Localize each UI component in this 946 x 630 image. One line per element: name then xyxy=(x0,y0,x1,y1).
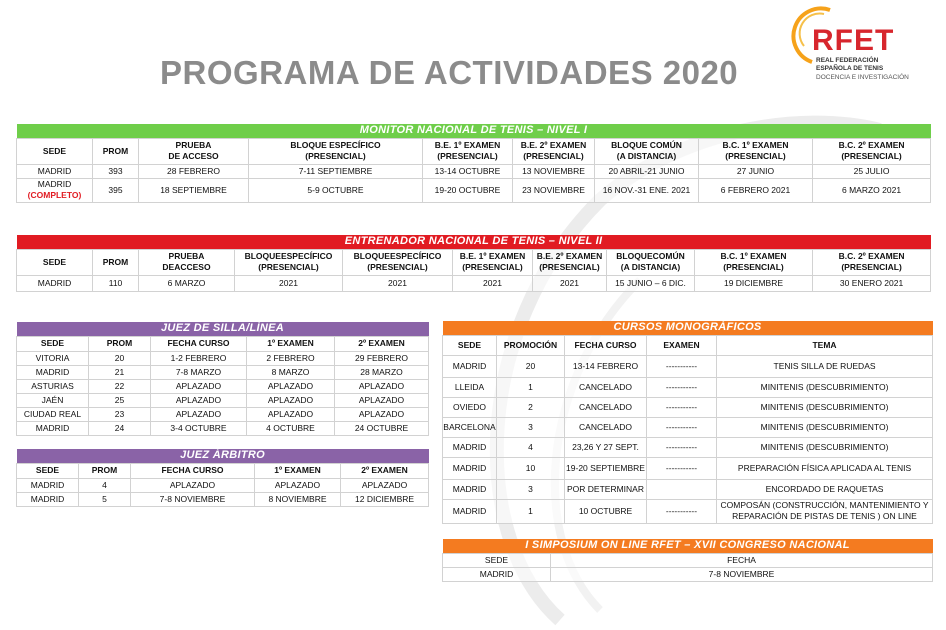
table-cell: JAÉN xyxy=(17,393,89,407)
table-cell: 27 JUNIO xyxy=(699,164,813,178)
table-cell: MADRID xyxy=(443,355,497,377)
juez-silla-header-cell: SEDE xyxy=(17,336,89,351)
table-cell: 7-8 NOVIEMBRE xyxy=(131,492,255,506)
table-cell: APLAZADO xyxy=(151,379,247,393)
table-cell: 20 xyxy=(89,351,151,365)
table-cell: MADRID xyxy=(443,479,497,499)
table-cell: MADRID xyxy=(17,492,79,506)
table-cell: MINITENIS (DESCUBRIMIENTO) xyxy=(717,437,933,457)
cursos-header-cell: PROMOCIÓN xyxy=(497,335,565,355)
table-cell: APLAZADO xyxy=(335,393,429,407)
entrenador-table xyxy=(16,235,931,292)
entrenador-header-cell: B.C. 1º EXAMEN (PRESENCIAL) xyxy=(695,249,813,275)
table-row xyxy=(17,379,429,393)
juez-arbitro-table xyxy=(16,449,429,507)
table-cell: 28 MARZO xyxy=(335,365,429,379)
monitor-header-cell: B.E. 1º EXAMEN (PRESENCIAL) xyxy=(423,138,513,164)
table-cell: 395 xyxy=(93,178,139,202)
monitor-header-cell: BLOQUE ESPECÍFICO (PRESENCIAL) xyxy=(249,138,423,164)
table-cell: 28 FEBRERO xyxy=(139,164,249,178)
cursos-header-cell: SEDE xyxy=(443,335,497,355)
table-cell: LLEIDA xyxy=(443,377,497,397)
table-cell: 5-9 OCTUBRE xyxy=(249,178,423,202)
monitor-heading: MONITOR NACIONAL DE TENIS – NIVEL I xyxy=(17,124,931,138)
table-cell: 23 NOVIEMBRE xyxy=(513,178,595,202)
simposium-heading: I SIMPOSIUM ON LINE RFET – XVII CONGRESO NACIONAL xyxy=(443,539,933,553)
table-cell: APLAZADO xyxy=(131,478,255,492)
simposium-header-cell: SEDE xyxy=(443,553,551,567)
table-cell: VITORIA xyxy=(17,351,89,365)
table-cell: 16 NOV.-31 ENE. 2021 xyxy=(595,178,699,202)
table-cell: 19-20 OCTUBRE xyxy=(423,178,513,202)
table-cell: APLAZADO xyxy=(247,379,335,393)
page-title: PROGRAMA DE ACTIVIDADES 2020 xyxy=(160,54,739,91)
table-row xyxy=(17,351,429,365)
table-cell: 3-4 OCTUBRE xyxy=(151,421,247,435)
table-cell: ----------- xyxy=(647,457,717,479)
entrenador-header-cell: B.E. 1º EXAMEN (PRESENCIAL) xyxy=(453,249,533,275)
table-cell: 20 xyxy=(497,355,565,377)
table-cell: 1 xyxy=(497,499,565,523)
table-cell: ----------- xyxy=(647,377,717,397)
juez-silla-header-cell: FECHA CURSO xyxy=(151,336,247,351)
table-cell: 8 MARZO xyxy=(247,365,335,379)
logo-line-1: REAL FEDERACIÓN xyxy=(816,57,879,64)
table-row xyxy=(443,377,933,397)
table-cell: 21 xyxy=(89,365,151,379)
entrenador-header-cell: SEDE xyxy=(17,249,93,275)
table-cell: ----------- xyxy=(647,499,717,523)
table-row xyxy=(443,499,933,523)
table-cell: 6 MARZO 2021 xyxy=(813,178,931,202)
table-cell: 6 FEBRERO 2021 xyxy=(699,178,813,202)
table-row xyxy=(17,164,931,178)
table-cell: 2021 xyxy=(533,275,607,291)
juez-arbitro-heading: JUEZ ÁRBITRO xyxy=(17,449,429,463)
table-row xyxy=(17,365,429,379)
table-cell: 2021 xyxy=(343,275,453,291)
table-cell: APLAZADO xyxy=(247,407,335,421)
entrenador-header-cell: BLOQUEESPECÍFICO (PRESENCIAL) xyxy=(343,249,453,275)
table-cell: APLAZADO xyxy=(151,407,247,421)
entrenador-header-cell: BLOQUECOMÚN (A DISTANCIA) xyxy=(607,249,695,275)
table-cell: ----------- xyxy=(647,397,717,417)
cursos-heading: CURSOS MONOGRÁFICOS xyxy=(443,321,933,335)
table-cell: MADRID xyxy=(17,421,89,435)
table-row xyxy=(17,178,931,202)
table-cell: MADRID xyxy=(17,275,93,291)
table-cell: 24 xyxy=(89,421,151,435)
table-cell: MADRID xyxy=(17,164,93,178)
table-cell: 1-2 FEBRERO xyxy=(151,351,247,365)
table-cell: ----------- xyxy=(647,417,717,437)
table-cell: APLAZADO xyxy=(247,393,335,407)
table-cell: 2021 xyxy=(453,275,533,291)
table-row xyxy=(443,437,933,457)
table-cell: 10 OCTUBRE xyxy=(565,499,647,523)
table-cell: ENCORDADO DE RAQUETAS xyxy=(717,479,933,499)
entrenador-header-cell: B.C. 2º EXAMEN (PRESENCIAL) xyxy=(813,249,931,275)
table-cell: 23 xyxy=(89,407,151,421)
table-cell: 13-14 FEBRERO xyxy=(565,355,647,377)
table-cell: 25 xyxy=(89,393,151,407)
simposium-table xyxy=(442,539,933,582)
table-row xyxy=(443,355,933,377)
juez-silla-heading: JUEZ DE SILLA/LÍNEA xyxy=(17,322,429,336)
table-cell: 10 xyxy=(497,457,565,479)
table-cell: 8 NOVIEMBRE xyxy=(255,492,341,506)
table-cell: APLAZADO xyxy=(255,478,341,492)
table-cell: 7-8 MARZO xyxy=(151,365,247,379)
table-row xyxy=(443,567,933,581)
table-cell: MADRID (COMPLETO) xyxy=(17,178,93,202)
entrenador-heading: ENTRENADOR NACIONAL DE TENIS – NIVEL II xyxy=(17,235,931,249)
table-row xyxy=(443,397,933,417)
table-cell: TENIS SILLA DE RUEDAS xyxy=(717,355,933,377)
logo-line-2: ESPAÑOLA DE TENIS xyxy=(816,65,884,72)
entrenador-header-cell: B.E. 2º EXAMEN (PRESENCIAL) xyxy=(533,249,607,275)
table-cell: 13 NOVIEMBRE xyxy=(513,164,595,178)
monitor-header-cell: B.C. 1º EXAMEN (PRESENCIAL) xyxy=(699,138,813,164)
juez-silla-header-cell: 1º EXAMEN xyxy=(247,336,335,351)
juez-arbitro-header-cell: SEDE xyxy=(17,463,79,478)
table-cell xyxy=(647,479,717,499)
table-cell: APLAZADO xyxy=(341,478,429,492)
table-cell: CANCELADO xyxy=(565,397,647,417)
table-cell: 20 ABRIL-21 JUNIO xyxy=(595,164,699,178)
juez-arbitro-header-cell: PROM xyxy=(79,463,131,478)
table-cell: 19-20 SEPTIEMBRE xyxy=(565,457,647,479)
table-cell: MINITENIS (DESCUBRIMIENTO) xyxy=(717,417,933,437)
table-cell: 4 OCTUBRE xyxy=(247,421,335,435)
table-cell: 2 FEBRERO xyxy=(247,351,335,365)
table-cell: COMPOSÁN (CONSTRUCCIÓN, MANTENIMIENTO Y REPARACIÓN DE PISTAS DE TENIS ) ON LINE xyxy=(717,499,933,523)
table-cell: ASTURIAS xyxy=(17,379,89,393)
table-cell: 18 SEPTIEMBRE xyxy=(139,178,249,202)
juez-silla-header-cell: 2º EXAMEN xyxy=(335,336,429,351)
table-cell: CANCELADO xyxy=(565,377,647,397)
table-row xyxy=(443,457,933,479)
table-cell: 6 MARZO xyxy=(139,275,235,291)
cursos-header-cell: FECHA CURSO xyxy=(565,335,647,355)
table-cell: 15 JUNIO – 6 DIC. xyxy=(607,275,695,291)
juez-arbitro-header-cell: 2º EXAMEN xyxy=(341,463,429,478)
table-cell: 24 OCTUBRE xyxy=(335,421,429,435)
table-row xyxy=(17,421,429,435)
logo-acronym: RFET xyxy=(812,24,895,57)
monitor-table xyxy=(16,124,931,203)
table-cell: 7-8 NOVIEMBRE xyxy=(551,567,933,581)
table-cell: 3 xyxy=(497,479,565,499)
table-cell: BARCELONA xyxy=(443,417,497,437)
table-cell: 19 DICIEMBRE xyxy=(695,275,813,291)
table-cell: 13-14 OCTUBRE xyxy=(423,164,513,178)
table-cell: PREPARACIÓN FÍSICA APLICADA AL TENIS xyxy=(717,457,933,479)
logo-line-3: DOCENCIA E INVESTIGACIÓN xyxy=(816,74,909,81)
table-cell: POR DETERMINAR xyxy=(565,479,647,499)
table-cell: MINITENIS (DESCUBRIMIENTO) xyxy=(717,377,933,397)
table-cell: MADRID xyxy=(443,437,497,457)
table-cell: 1 xyxy=(497,377,565,397)
monitor-header-cell: B.E. 2º EXAMEN (PRESENCIAL) xyxy=(513,138,595,164)
table-row xyxy=(17,407,429,421)
juez-silla-table xyxy=(16,322,429,436)
juez-arbitro-header-cell: FECHA CURSO xyxy=(131,463,255,478)
table-cell: CANCELADO xyxy=(565,417,647,437)
table-cell: 110 xyxy=(93,275,139,291)
table-cell: 2021 xyxy=(235,275,343,291)
cursos-header-cell: EXAMEN xyxy=(647,335,717,355)
juez-arbitro-header-cell: 1º EXAMEN xyxy=(255,463,341,478)
table-cell: MADRID xyxy=(17,365,89,379)
monitor-header-cell: B.C. 2º EXAMEN (PRESENCIAL) xyxy=(813,138,931,164)
table-cell: 23,26 Y 27 SEPT. xyxy=(565,437,647,457)
table-cell: MADRID xyxy=(443,457,497,479)
table-cell: 7-11 SEPTIEMBRE xyxy=(249,164,423,178)
table-cell: 393 xyxy=(93,164,139,178)
table-cell: 29 FEBRERO xyxy=(335,351,429,365)
table-cell: ----------- xyxy=(647,355,717,377)
table-cell: MADRID xyxy=(443,567,551,581)
cursos-header-cell: TEMA xyxy=(717,335,933,355)
table-cell: 4 xyxy=(79,478,131,492)
table-row xyxy=(17,275,931,291)
table-cell: MADRID xyxy=(443,499,497,523)
entrenador-header-cell: PROM xyxy=(93,249,139,275)
cursos-table xyxy=(442,321,933,524)
table-cell: 25 JULIO xyxy=(813,164,931,178)
table-row xyxy=(443,479,933,499)
table-cell: 22 xyxy=(89,379,151,393)
table-cell: MADRID xyxy=(17,478,79,492)
table-cell: 4 xyxy=(497,437,565,457)
monitor-header-cell: PRUEBA DE ACCESO xyxy=(139,138,249,164)
table-cell: OVIEDO xyxy=(443,397,497,417)
table-row xyxy=(17,492,429,506)
entrenador-header-cell: BLOQUEESPECÍFICO (PRESENCIAL) xyxy=(235,249,343,275)
table-cell: 12 DICIEMBRE xyxy=(341,492,429,506)
monitor-header-cell: BLOQUE COMÚN (A DISTANCIA) xyxy=(595,138,699,164)
juez-silla-header-cell: PROM xyxy=(89,336,151,351)
table-cell: APLAZADO xyxy=(335,379,429,393)
table-cell: 2 xyxy=(497,397,565,417)
simposium-header-cell: FECHA xyxy=(551,553,933,567)
table-cell: APLAZADO xyxy=(335,407,429,421)
table-cell: APLAZADO xyxy=(151,393,247,407)
table-cell: ----------- xyxy=(647,437,717,457)
entrenador-header-cell: PRUEBA DEACCESO xyxy=(139,249,235,275)
monitor-header-cell: PROM xyxy=(93,138,139,164)
table-row xyxy=(17,478,429,492)
completo-badge: (COMPLETO) xyxy=(27,190,82,200)
rfet-logo xyxy=(790,6,940,86)
table-cell: 30 ENERO 2021 xyxy=(813,275,931,291)
table-row xyxy=(17,393,429,407)
table-cell: 3 xyxy=(497,417,565,437)
table-cell: MINITENIS (DESCUBRIMIENTO) xyxy=(717,397,933,417)
table-cell: CIUDAD REAL xyxy=(17,407,89,421)
monitor-header-cell: SEDE xyxy=(17,138,93,164)
table-row xyxy=(443,417,933,437)
table-cell: 5 xyxy=(79,492,131,506)
